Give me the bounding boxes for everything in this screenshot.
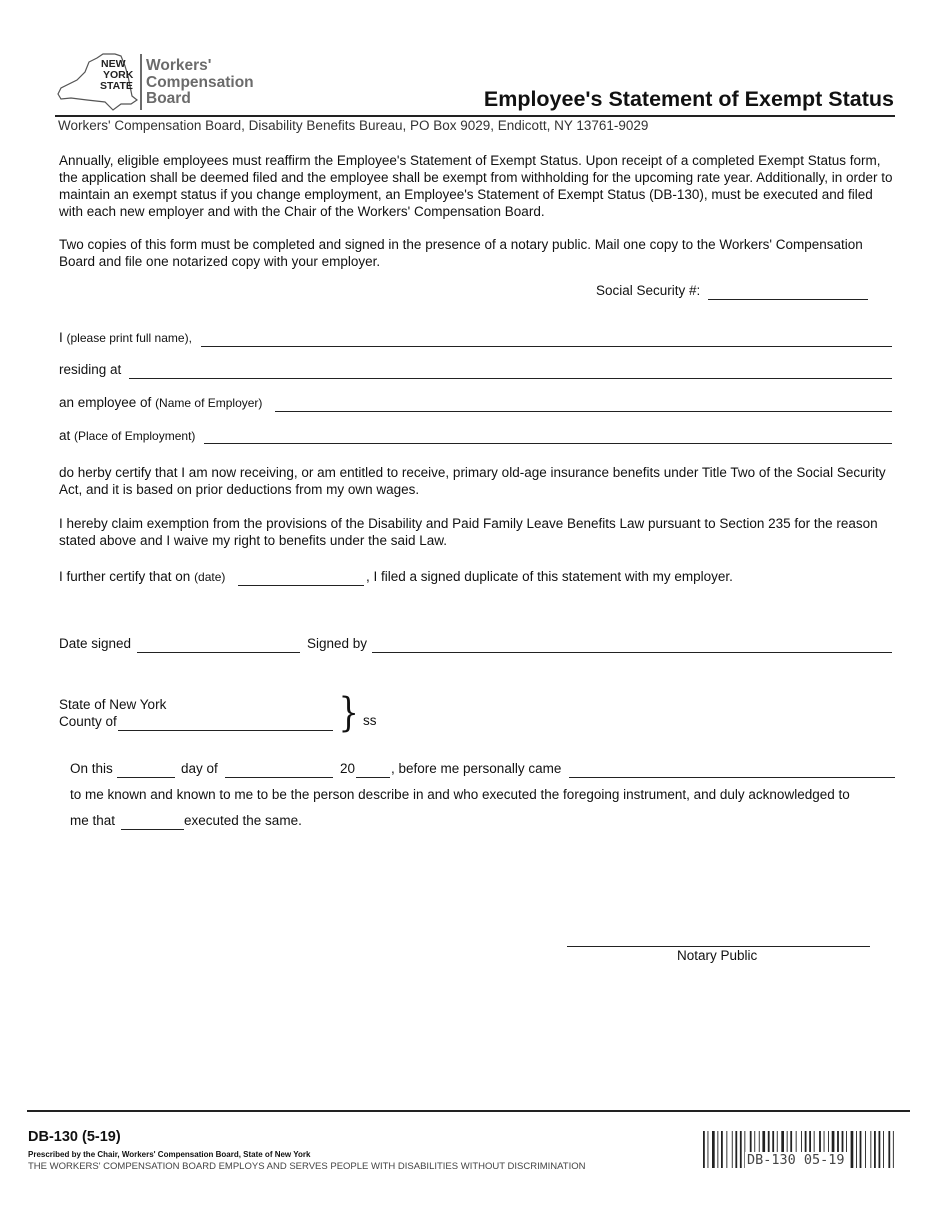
signed-by-label: Signed by xyxy=(307,636,368,651)
logo-divider xyxy=(140,54,142,110)
known-text: to me known and known to me to be the person describe in and who executed the foregoing instrument, and duly acknowledged to xyxy=(70,787,850,802)
logo-board-line-1: Workers' xyxy=(146,57,212,74)
place-hint: (Place of Employment) xyxy=(74,429,196,443)
duplicate-date-field[interactable] xyxy=(238,585,364,586)
personally-came-field[interactable] xyxy=(569,777,895,778)
logo-state-line-1: NEW xyxy=(101,58,126,70)
before-me-label: , before me personally came xyxy=(391,761,562,776)
employer-label xyxy=(59,395,262,410)
county-label: County of xyxy=(59,714,117,729)
logo-board-line-2: Compensation xyxy=(146,73,254,91)
header-rule xyxy=(55,115,895,117)
logo-state-line-2: YORK xyxy=(103,69,134,81)
year-prefix: 20 xyxy=(340,761,356,776)
date-signed-field[interactable] xyxy=(137,652,300,653)
intro-paragraph-2: Two copies of this form must be completed and signed in the presence of a notary public. Mail one copy to the Workers' Compensation Board and file one notarized copy with your employer. xyxy=(59,237,863,269)
executed-by-field[interactable] xyxy=(121,829,184,830)
venue-brace: } xyxy=(338,690,359,736)
signed-by-field[interactable] xyxy=(372,652,892,653)
notary-public-label: Notary Public xyxy=(677,948,758,963)
day-of-label: day of xyxy=(181,761,218,776)
form-number: DB-130 (5-19) xyxy=(28,1129,121,1145)
prescribed-by: Prescribed by the Chair, Workers' Compensation Board, State of New York xyxy=(28,1150,311,1159)
logo-state-line-3: STATE xyxy=(100,80,133,92)
state-label: State of New York xyxy=(59,697,167,712)
full-name-label xyxy=(59,330,192,345)
me-that-label: me that xyxy=(70,813,116,828)
day-field[interactable] xyxy=(117,777,175,778)
logo-board-name xyxy=(146,58,254,108)
nondiscrimination-notice: THE WORKERS' COMPENSATION BOARD EMPLOYS AND SERVES PEOPLE WITH DISABILITIES WITHOUT DISCRIMINATION xyxy=(28,1161,586,1172)
executed-label: executed the same. xyxy=(184,813,302,828)
residing-field[interactable] xyxy=(129,378,892,379)
barcode-text: DB-130 05-19 xyxy=(747,1152,845,1168)
place-field[interactable] xyxy=(204,443,892,444)
ssn-field[interactable] xyxy=(708,299,868,300)
place-label xyxy=(59,428,195,443)
year-field[interactable] xyxy=(356,777,390,778)
employer-prefix: an employee of xyxy=(59,395,156,410)
certify-paragraph-2: I hereby claim exemption from the provisions of the Disability and Paid Family Leave Benefits Law pursuant to Section 235 for the reason stated above and I waive my right to benefits under the said Law. xyxy=(59,516,878,548)
full-name-prefix: I xyxy=(59,330,67,345)
ssn-label: Social Security #: xyxy=(596,283,701,298)
full-name-hint: (please print full name), xyxy=(66,331,192,345)
intro-paragraph-1: Annually, eligible employees must reaffirm the Employee's Statement of Exempt Status. Upon receipt of a completed Exempt Status form, the application shall be deemed filed and the employee shall be exempt from withholding for the upcoming rate year. Additionally, in order to maintain an exempt status if you change employment, an Employee's Statement of Exempt Status (DB-130), must be executed and filed with each new employer and with the Chair of the Workers' Compensation Board. xyxy=(59,153,893,219)
further-certify-prefix xyxy=(59,569,225,584)
residing-label: residing at xyxy=(59,362,122,377)
employer-hint: (Name of Employer) xyxy=(155,396,263,410)
certify-paragraph-1: do herby certify that I am now receiving, or am entitled to receive, primary old-age insurance benefits under Title Two of the Social Security Act, and it is based on prior deductions from my own wages. xyxy=(59,465,886,497)
date-hint: (date) xyxy=(194,570,226,584)
ss-label: ss xyxy=(363,713,377,728)
county-field[interactable] xyxy=(118,730,333,731)
nys-wcb-logo xyxy=(55,52,255,116)
date-signed-label: Date signed xyxy=(59,636,132,651)
board-address: Workers' Compensation Board, Disability Benefits Bureau, PO Box 9029, Endicott, NY 13761-9029 xyxy=(58,118,649,133)
form-title: Employee's Statement of Exempt Status xyxy=(483,87,894,111)
logo-board-line-3: Board xyxy=(146,90,191,107)
further-certify-suffix: , I filed a signed duplicate of this statement with my employer. xyxy=(366,569,733,584)
on-this-label: On this xyxy=(70,761,113,776)
place-prefix: at xyxy=(59,428,75,443)
employer-field[interactable] xyxy=(275,411,892,412)
full-name-field[interactable] xyxy=(201,346,892,347)
month-field[interactable] xyxy=(225,777,333,778)
footer-rule xyxy=(27,1110,910,1112)
notary-signature-field[interactable] xyxy=(567,946,870,947)
further-certify-text: I further certify that on xyxy=(59,569,195,584)
